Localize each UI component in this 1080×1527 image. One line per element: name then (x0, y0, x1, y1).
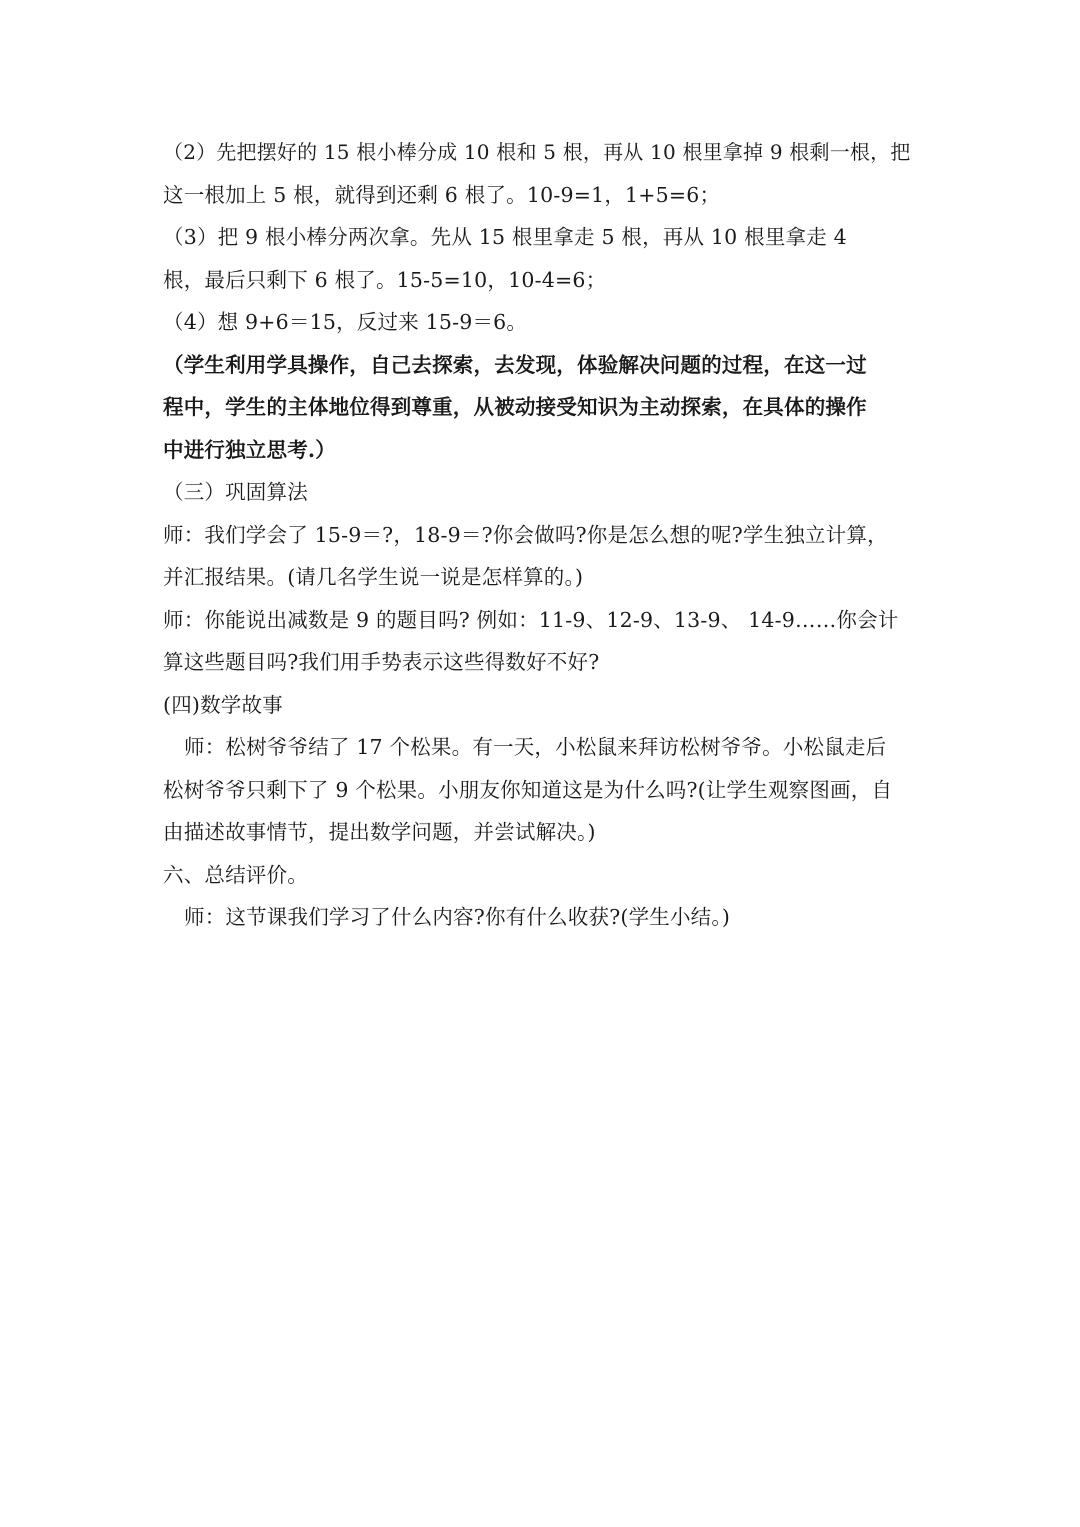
section-heading-consolidate: （三）巩固算法 (163, 480, 308, 504)
teacher-prompt-2-line-1: 师：你能说出减数是 9 的题目吗? 例如：11-9、12-9、13-9、 14-9……你会计 (163, 607, 899, 632)
teaching-note-line-1: （学生利用学具操作，自己去探索，去发现，体验解决问题的过程，在这一过 (163, 352, 867, 377)
method-2-line-1: （2）先把摆好的 15 根小棒分成 10 根和 5 根，再从 10 根里拿掉 9 根剩一根，把 (163, 140, 911, 164)
story-line-1: 师：松树爷爷结了 17 个松果。有一天，小松鼠来拜访松树爷爷。小松鼠走后 (184, 735, 887, 759)
teacher-prompt-1-line-2: 并汇报结果。(请几名学生说一说是怎样算的。) (163, 565, 584, 589)
story-line-3: 由描述故事情节，提出数学问题，并尝试解决。) (163, 820, 596, 844)
summary-line: 师：这节课我们学习了什么内容?你有什么收获?(学生小结。) (184, 905, 731, 929)
story-line-2: 松树爷爷只剩下了 9 个松果。小朋友你知道这是为什么吗?(让学生观察图画，自 (163, 777, 893, 802)
section-heading-math-story: (四)数学故事 (163, 692, 283, 717)
method-3-line-1: （3）把 9 根小棒分两次拿。先从 15 根里拿走 5 根，再从 10 根里拿走 4 (163, 225, 847, 249)
method-4-line: （4）想 9+6＝15，反过来 15-9＝6。 (163, 310, 528, 334)
teacher-prompt-2-line-2: 算这些题目吗?我们用手势表示这些得数好不好? (163, 650, 600, 674)
teacher-prompt-1-line-1: 师：我们学会了 15-9＝?，18-9＝?你会做吗?你是怎么想的呢?学生独立计算， (163, 522, 888, 547)
section-heading-summary: 六、总结评价。 (163, 862, 308, 887)
method-2-line-2: 这一根加上 5 根，就得到还剩 6 根了。10-9=1，1+5=6； (163, 182, 721, 207)
method-3-line-2: 根，最后只剩下 6 根了。15-5=10，10-4=6； (163, 267, 607, 292)
teaching-note-line-3: 中进行独立思考.） (163, 437, 336, 462)
document-body (163, 131, 923, 939)
teaching-note-line-2: 程中，学生的主体地位得到尊重，从被动接受知识为主动探索，在具体的操作 (163, 395, 867, 419)
